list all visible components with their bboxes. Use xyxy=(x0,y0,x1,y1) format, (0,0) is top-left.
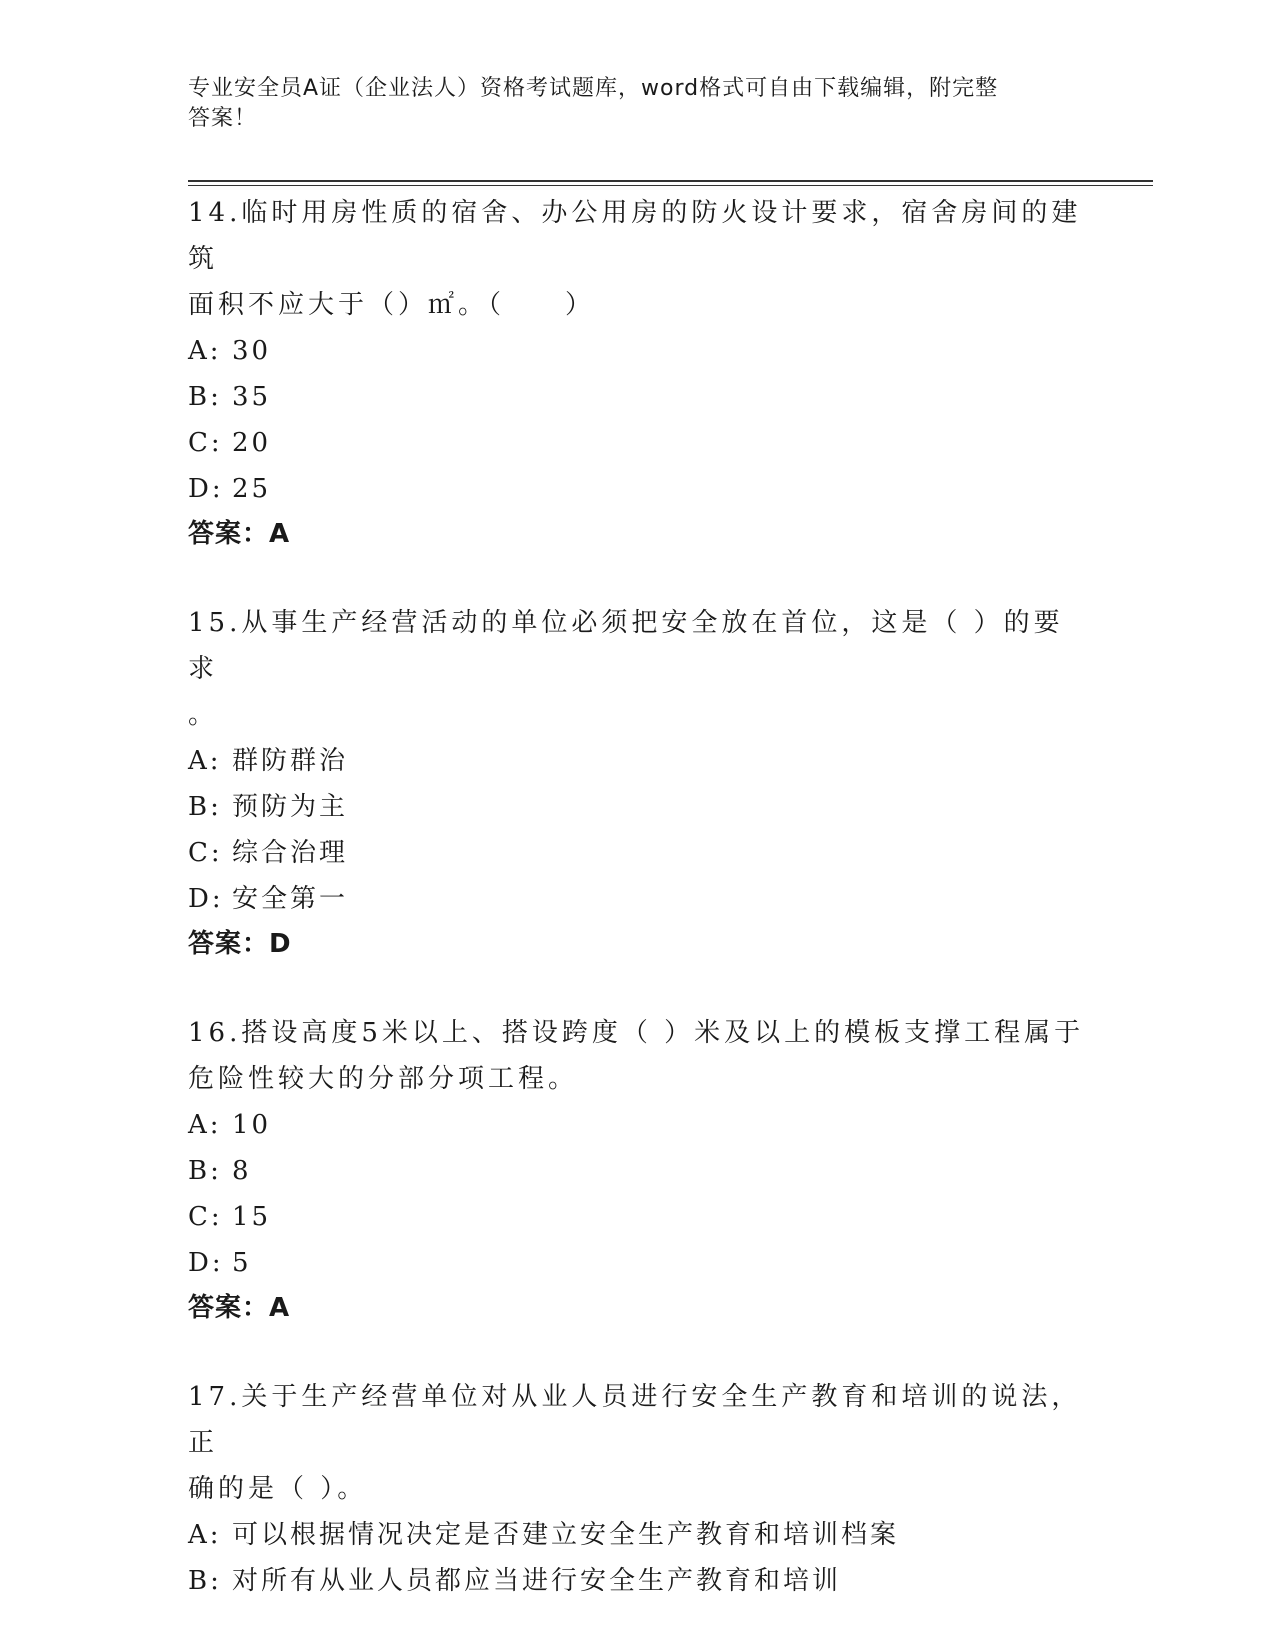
option-text: 群防群治 xyxy=(232,746,349,776)
option-a xyxy=(188,328,1088,374)
document-header xyxy=(188,74,1068,134)
option-text: 15 xyxy=(232,1202,272,1232)
header-divider-thick xyxy=(188,180,1153,182)
option-letter: C: xyxy=(188,1202,223,1232)
option-text: 预防为主 xyxy=(232,792,349,822)
question-text-cont: 危险性较大的分部分项工程。 xyxy=(188,1064,579,1094)
option-letter: B: xyxy=(188,1156,222,1186)
option-text: 30 xyxy=(232,336,272,366)
question-text-cont: 面积不应大于（）㎡。（ ） xyxy=(188,290,596,320)
answer: 答案：D xyxy=(188,929,292,959)
option-text: 可以根据情况决定是否建立安全生产教育和培训档案 xyxy=(232,1520,900,1550)
answer: 答案：A xyxy=(188,1293,291,1323)
header-line-2: 答案！ xyxy=(188,106,258,131)
option-text: 10 xyxy=(232,1110,272,1140)
option-text: 25 xyxy=(232,474,272,504)
option-a xyxy=(188,1512,1088,1558)
option-letter: C: xyxy=(188,838,223,868)
question-text: 15.从事生产经营活动的单位必须把安全放在首位，这是（ ）的要求 xyxy=(188,608,1064,684)
option-a xyxy=(188,738,1088,784)
option-d xyxy=(188,876,1088,922)
option-letter: B: xyxy=(188,792,222,822)
option-c xyxy=(188,420,1088,466)
header-divider-thin xyxy=(188,185,1153,186)
option-text: 综合治理 xyxy=(232,838,349,868)
option-text: 8 xyxy=(232,1156,252,1186)
question-text: 17.关于生产经营单位对从业人员进行安全生产教育和培训的说法，正 xyxy=(188,1382,1082,1458)
option-letter: A: xyxy=(188,746,222,776)
option-c xyxy=(188,830,1088,876)
question-17 xyxy=(188,1374,1088,1604)
question-14 xyxy=(188,190,1088,556)
option-b xyxy=(188,1558,1088,1604)
option-b xyxy=(188,784,1088,830)
option-letter: D: xyxy=(188,1248,224,1278)
option-b xyxy=(188,374,1088,420)
question-list xyxy=(188,190,1088,1648)
option-letter: D: xyxy=(188,474,224,504)
option-letter: A: xyxy=(188,336,222,366)
option-text: 对所有从业人员都应当进行安全生产教育和培训 xyxy=(232,1566,842,1596)
option-text: 5 xyxy=(232,1248,252,1278)
option-letter: C: xyxy=(188,428,223,458)
option-a xyxy=(188,1102,1088,1148)
question-16 xyxy=(188,1010,1088,1330)
option-text: 安全第一 xyxy=(232,884,349,914)
option-letter: B: xyxy=(188,1566,222,1596)
option-letter: B: xyxy=(188,382,222,412)
option-b xyxy=(188,1148,1088,1194)
option-letter: D: xyxy=(188,884,224,914)
option-c xyxy=(188,1194,1088,1240)
answer: 答案：A xyxy=(188,519,291,549)
question-text: 14.临时用房性质的宿舍、办公用房的防火设计要求，宿舍房间的建筑 xyxy=(188,198,1082,274)
question-text: 16.搭设高度5米以上、搭设跨度（ ）米及以上的模板支撑工程属于 xyxy=(188,1018,1085,1048)
question-text-cont: 确的是（ ）。 xyxy=(188,1474,368,1504)
question-15 xyxy=(188,600,1088,966)
option-letter: A: xyxy=(188,1520,222,1550)
option-d xyxy=(188,1240,1088,1286)
option-letter: A: xyxy=(188,1110,222,1140)
option-d xyxy=(188,466,1088,512)
option-text: 20 xyxy=(232,428,272,458)
option-text: 35 xyxy=(232,382,272,412)
question-text-cont: 。 xyxy=(188,700,219,730)
header-line-1: 专业安全员A证（企业法人）资格考试题库，word格式可自由下载编辑，附完整 xyxy=(188,76,999,101)
